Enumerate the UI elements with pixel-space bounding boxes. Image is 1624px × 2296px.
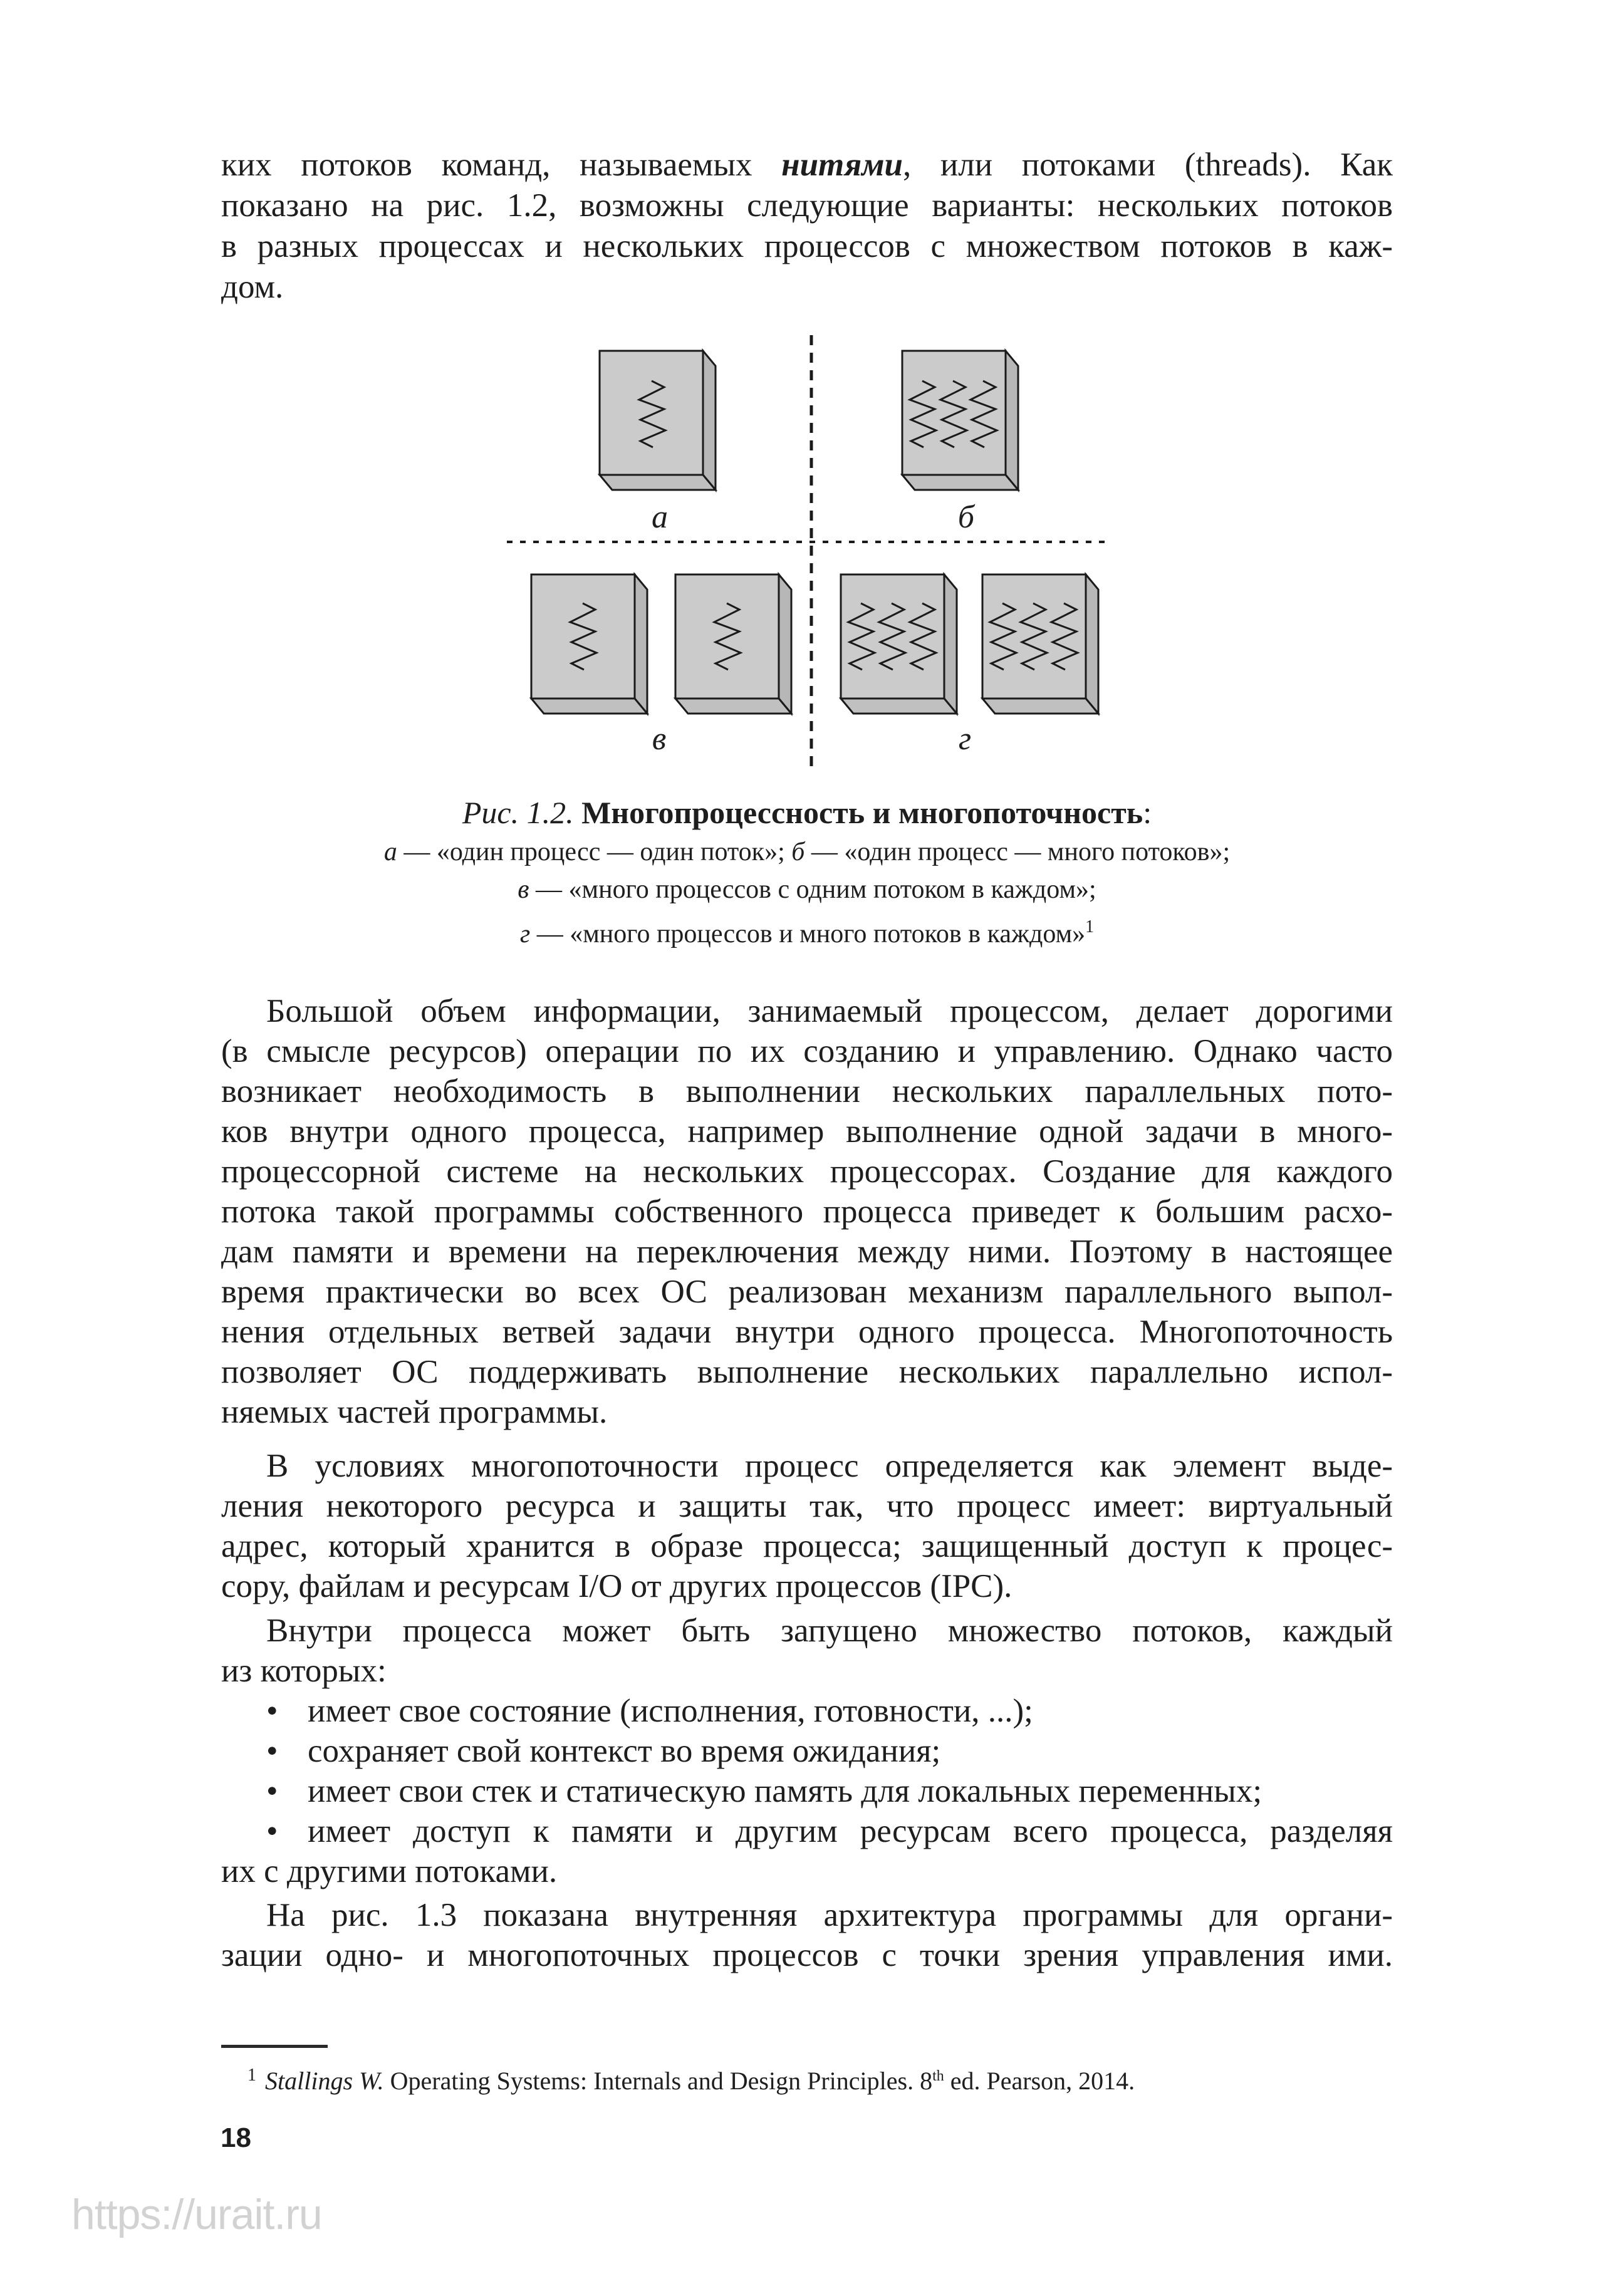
text-run: , или потоками (threads). Как <box>903 147 1393 183</box>
process-box-b <box>902 351 1018 490</box>
list-item <box>266 1811 1393 1851</box>
panel-label-g: г <box>958 721 972 757</box>
figure-multiprocess-multithread <box>0 0 1624 789</box>
panel-label-a: а <box>652 499 668 535</box>
caption-text: — «один процесс — один поток»; <box>397 838 792 866</box>
text-line: их с другими потоками. <box>221 1853 558 1889</box>
page-number: 18 <box>221 2122 251 2153</box>
process-box-g2 <box>982 574 1098 714</box>
footnote <box>247 2060 1135 2097</box>
text-line: из которых: <box>221 1653 387 1689</box>
text-line: позволяет ОС поддерживать выполнение нескольких параллельно испол- <box>221 1354 1393 1390</box>
caption-text: — «один процесс — много потоков»; <box>804 838 1231 866</box>
bullet-icon: • <box>266 1773 278 1809</box>
footnote-number: 1 <box>247 2065 256 2085</box>
footnote-text: ed. Pearson, 2014. <box>944 2067 1135 2095</box>
term-emphasis: нитями <box>781 147 903 183</box>
text-line: время практически во всех ОС реализован механизм параллельного выпол- <box>221 1274 1393 1310</box>
text-run: ких потоков команд, называемых <box>221 147 782 183</box>
figure-caption-title <box>221 794 1393 831</box>
list-item-text: имеет свое состояние (исполнения, готовности, ...); <box>308 1693 1033 1729</box>
text-line: в разных процессах и нескольких процессов с множеством потоков в каж- <box>221 228 1393 264</box>
footnote-text: Operating Systems: Internals and Design Principles. 8 <box>383 2067 933 2095</box>
footnote-divider <box>221 2045 328 2048</box>
text-line: (в смысле ресурсов) операции по их созданию и управлению. Однако часто <box>221 1033 1393 1069</box>
text-line: адрес, который хранится в образе процесса; защищенный доступ к процес- <box>221 1528 1393 1564</box>
list-item <box>266 1691 1393 1731</box>
text-line: ления некоторого ресурса и защиты так, что процесс имеет: виртуальный <box>221 1488 1393 1524</box>
text-line: потока такой программы собственного процесса приведет к большим расхо- <box>221 1193 1393 1230</box>
footnote-ref[interactable]: 1 <box>1085 917 1095 937</box>
bullet-icon: • <box>266 1733 278 1769</box>
caption-text: — «много процессов и много потоков в каждом» <box>530 920 1086 948</box>
text-line: В условиях многопоточности процесс определяется как элемент выде- <box>266 1448 1393 1484</box>
list-item-text: имеет свои стек и статическую память для локальных переменных; <box>308 1773 1262 1809</box>
caption-key: б <box>791 838 805 866</box>
watermark-url: https://urait.ru <box>71 2191 322 2238</box>
list-item-text: сохраняет свой контекст во время ожидания; <box>308 1733 941 1769</box>
caption-key: г <box>519 920 531 948</box>
panel-label-v: в <box>652 721 667 757</box>
figure-caption-line <box>221 910 1393 952</box>
text-line: Внутри процесса может быть запущено множество потоков, каждый <box>266 1613 1393 1649</box>
list-item <box>266 1771 1393 1811</box>
figure-caption-line <box>221 834 1393 870</box>
footnote-sup: th <box>932 2068 944 2084</box>
text-line: няемых частей программы. <box>221 1394 608 1430</box>
text-line: нения отдельных ветвей задачи внутри одного процесса. Многопоточность <box>221 1314 1393 1350</box>
text-line: возникает необходимость в выполнении нескольких параллельных пото- <box>221 1073 1393 1109</box>
text-line: сору, файлам и ресурсам I/O от других процессов (IPC). <box>221 1568 1012 1604</box>
caption-key: а <box>383 838 397 866</box>
text-line: процессорной системе на нескольких процессорах. Создание для каждого <box>221 1153 1393 1190</box>
text-line: зации одно- и многопоточных процессов с точки зрения управления ими. <box>221 1937 1393 1973</box>
process-box-g1 <box>841 574 957 714</box>
caption-colon: : <box>1143 795 1152 830</box>
bullet-icon: • <box>266 1693 278 1729</box>
text-line: дом. <box>221 269 284 305</box>
panel-label-b: б <box>957 499 975 535</box>
process-box-a <box>600 351 716 490</box>
list-item <box>266 1731 1393 1771</box>
text-line: Большой объем информации, занимаемый процессом, делает дорогими <box>266 993 1393 1029</box>
figure-title: Многопроцессность и многопоточность <box>581 795 1143 830</box>
text-line: показано на рис. 1.2, возможны следующие варианты: нескольких потоков <box>221 187 1393 224</box>
list-item-text: имеет доступ к памяти и другим ресурсам всего процесса, разделяя <box>308 1813 1393 1849</box>
figure-number: Рис. 1.2. <box>462 795 574 830</box>
process-box-v1 <box>531 574 647 714</box>
text-line: ков внутри одного процесса, например выполнение одной задачи в много- <box>221 1113 1393 1150</box>
text-line: На рис. 1.3 показана внутренняя архитектура программы для органи- <box>266 1897 1393 1933</box>
caption-key: в <box>518 875 529 904</box>
figure-caption-line <box>221 872 1393 907</box>
bullet-icon: • <box>266 1813 278 1849</box>
process-box-v2 <box>675 574 791 714</box>
footnote-author: Stallings W. <box>265 2067 384 2095</box>
text-line: дам памяти и времени на переключения между ними. Поэтому в настоящее <box>221 1234 1393 1270</box>
caption-text: — «много процессов с одним потоком в каждом»; <box>529 875 1096 904</box>
